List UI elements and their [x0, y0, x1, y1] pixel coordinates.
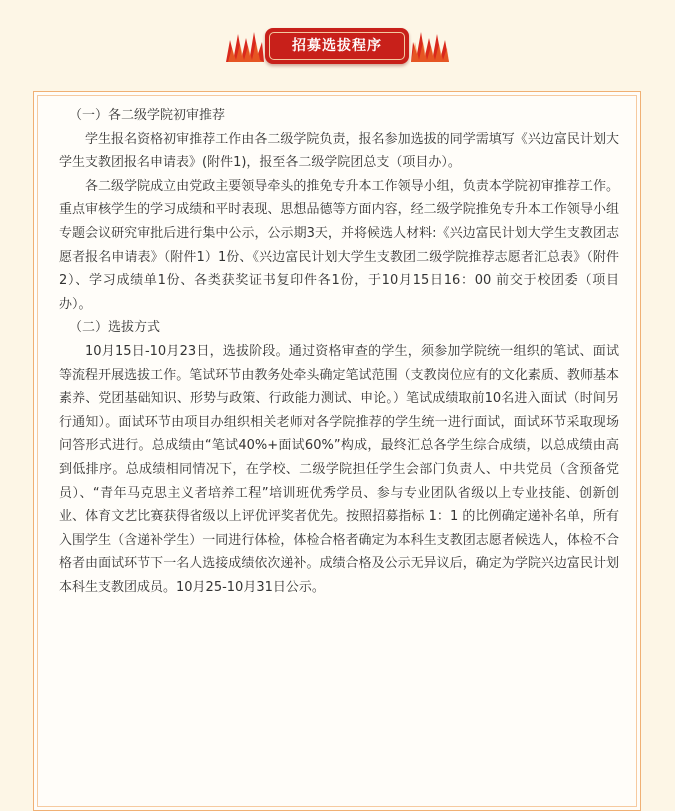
- title-badge: [265, 28, 409, 64]
- section1-paragraph-2: 各二级学院成立由党政主要领导牵头的推免专升本工作领导小组，负责本学院初审推荐工作。重点审核学生的学习成绩和平时表现、思想品德等方面内容，经二级学院推免专升本工作领导小组专题会议研究审批后进行集中公示，公示期3天，并将候选人材料:《兴边富民计划大学生支教团志愿者报名申请表》（附件1）1份、《兴边富民计划大学生支教团二级学院推荐志愿者汇总表》（附件2）、学习成绩单1份、各类获奖证书复印件各1份，于10月15日16：00 前交于校团委（项目办）。: [59, 178, 619, 312]
- section1-paragraph-1: 学生报名资格初审推荐工作由各二级学院负责，报名参加选拔的同学需填写《兴边富民计划大学生支教团报名申请表》(附件1)，报至各二级学院团总支（项目办）。: [59, 131, 619, 171]
- red-flags-right-decoration: [411, 32, 449, 62]
- article-body: [59, 104, 619, 599]
- red-flags-left-decoration: [226, 32, 264, 62]
- section2-heading: （二）选拔方式: [69, 320, 161, 336]
- content-card: [33, 91, 641, 811]
- section2-paragraph-1: 10月15日-10月23日，选拔阶段。通过资格审查的学生，须参加学院统一组织的笔试、面试等流程开展选拔工作。笔试环节由教务处牵头确定笔试范围（支教岗位应有的文化素质、教师基本素养、党团基础知识、形势与政策、行政能力测试、申论。）笔试成绩取前10名进入面试（时间另行通知）。面试环节由项目办组织相关老师对各学院推荐的学生统一进行面试，面试环节采取现场问答形式进行。总成绩由“笔试40%+面试60%”构成，最终汇总各学生综合成绩，以总成绩由高到低排序。总成绩相同情况下，在学校、二级学院担任学生会部门负责人、中共党员（含预备党员）、“青年马克思主义者培养工程”培训班优秀学员、参与专业团队省级以上专业技能、创新创业、体育文艺比赛获得省级以上评优评奖者优先。按照招募指标 1：1 的比例确定递补名单，所有入围学生（含递补学生）一同进行体检，体检合格者确定为本科生支教团志愿者候选人，体检不合格者由面试环节下一名人选接成绩依次递补。成绩合格及公示无异议后，确定为学院兴边富民计划本科生支教团成员。10月25-10月31日公示。: [59, 343, 619, 595]
- section1-heading: （一）各二级学院初审推荐: [69, 108, 226, 123]
- section-header: [0, 18, 675, 70]
- page-title: 招募选拔程序: [269, 32, 405, 60]
